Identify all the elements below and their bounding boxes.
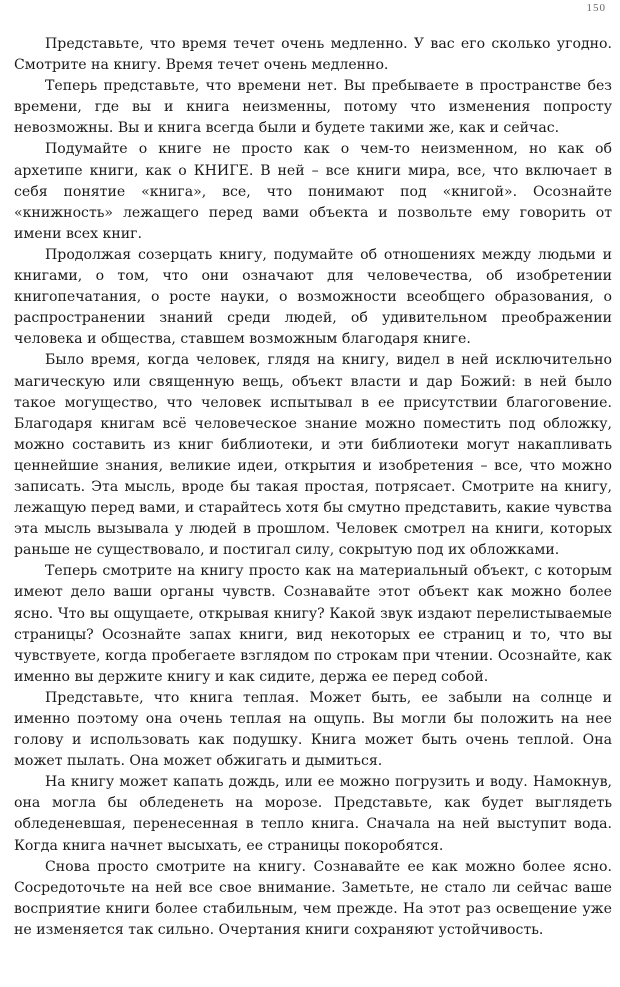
paragraph: Представьте, что книга теплая. Может быть, ее забыли на солнце и именно поэтому она очень теплая на ощупь. Вы могли бы положить на нее голову и использовать как подушку. Книга может быть очень теплой. Она может пылать. Она может обжигать и дымиться. (14, 689, 612, 770)
paragraph: Теперь представьте, что времени нет. Вы пребываете в пространстве без времени, где вы и книга неизменны, потому что изменения попросту невозможны. Вы и книга всегда были и будете такими же, как и сейчас. (14, 78, 612, 137)
paragraph: Подумайте о книге не просто как о чем-то неизменном, но как об архетипе книги, как о КНИГЕ. В ней – все книги мира, все, что включает в себя понятие «книга», все, что понимают под «книгой». Осознайте «книжность» лежащего перед вами объекта и позвольте ему говорить от имени всех книг. (14, 141, 612, 242)
paragraph: На книгу может капать дождь, или ее можно погрузить и воду. Намокнув, она могла бы обледенеть на морозе. Представьте, как будет выглядеть обледеневшая, перенесенная в тепло книга. Сначала на ней выступит вода. Когда книга начнет высыхать, ее страницы покоробятся. (14, 774, 612, 854)
page-number: 150 (586, 2, 606, 14)
page-body (14, 34, 612, 941)
paragraph: Было время, когда человек, глядя на книгу, видел в ней исключительно магическую или священную вещь, объект власти и дар Божий: в ней было такое могущество, что человек испытывал в ее присутствии благоговение. Благодаря книгам всё человеческое знание можно поместить под обложку, можно составить из книг библиотеки, и эти библиотеки могут накапливать ценнейшие знания, великие идеи, открытия и изобретения – все, что можно записать. Эта мысль, вроде бы такая простая, потрясает. Смотрите на книгу, лежащую перед вами, и старайтесь хотя бы смутно представить, какие чувства эта мысль вызывала у людей в прошлом. Человек смотрел на книги, которых раньше не существовало, и постигал силу, сокрытую под их обложками. (14, 352, 612, 559)
paragraph: Теперь смотрите на книгу просто как на материальный объект, с которым имеют дело ваши органы чувств. Сознавайте этот объект как можно более ясно. Что вы ощущаете, открывая книгу? Какой звук издают перелистываемые страницы? Осознайте запах книги, вид некоторых ее страниц и то, что вы чувствуете, когда пробегаете взглядом по строкам при чтении. Осознайте, как именно вы держите книгу и как сидите, держа ее перед собой. (14, 563, 612, 685)
paragraph: Представьте, что время течет очень медленно. У вас его сколько угодно. Смотрите на книгу. Время течет очень медленно. (14, 36, 612, 74)
paragraph: Продолжая созерцать книгу, подумайте об отношениях между людьми и книгами, о том, что они означают для человечества, об изобретении книгопечатания, о росте науки, о возможности всеобщего образования, о распространении знаний среди людей, об удивительном преображении человека и общества, ставшем возможным благодаря книге. (14, 246, 612, 348)
paragraph: Снова просто смотрите на книгу. Сознавайте ее как можно более ясно. Сосредоточьте на ней все свое внимание. Заметьте, не стало ли сейчас ваше восприятие книги более стабильным, чем прежде. На этот раз освещение уже не изменяется так сильно. Очертания книги сохраняют устойчивость. (14, 858, 612, 938)
